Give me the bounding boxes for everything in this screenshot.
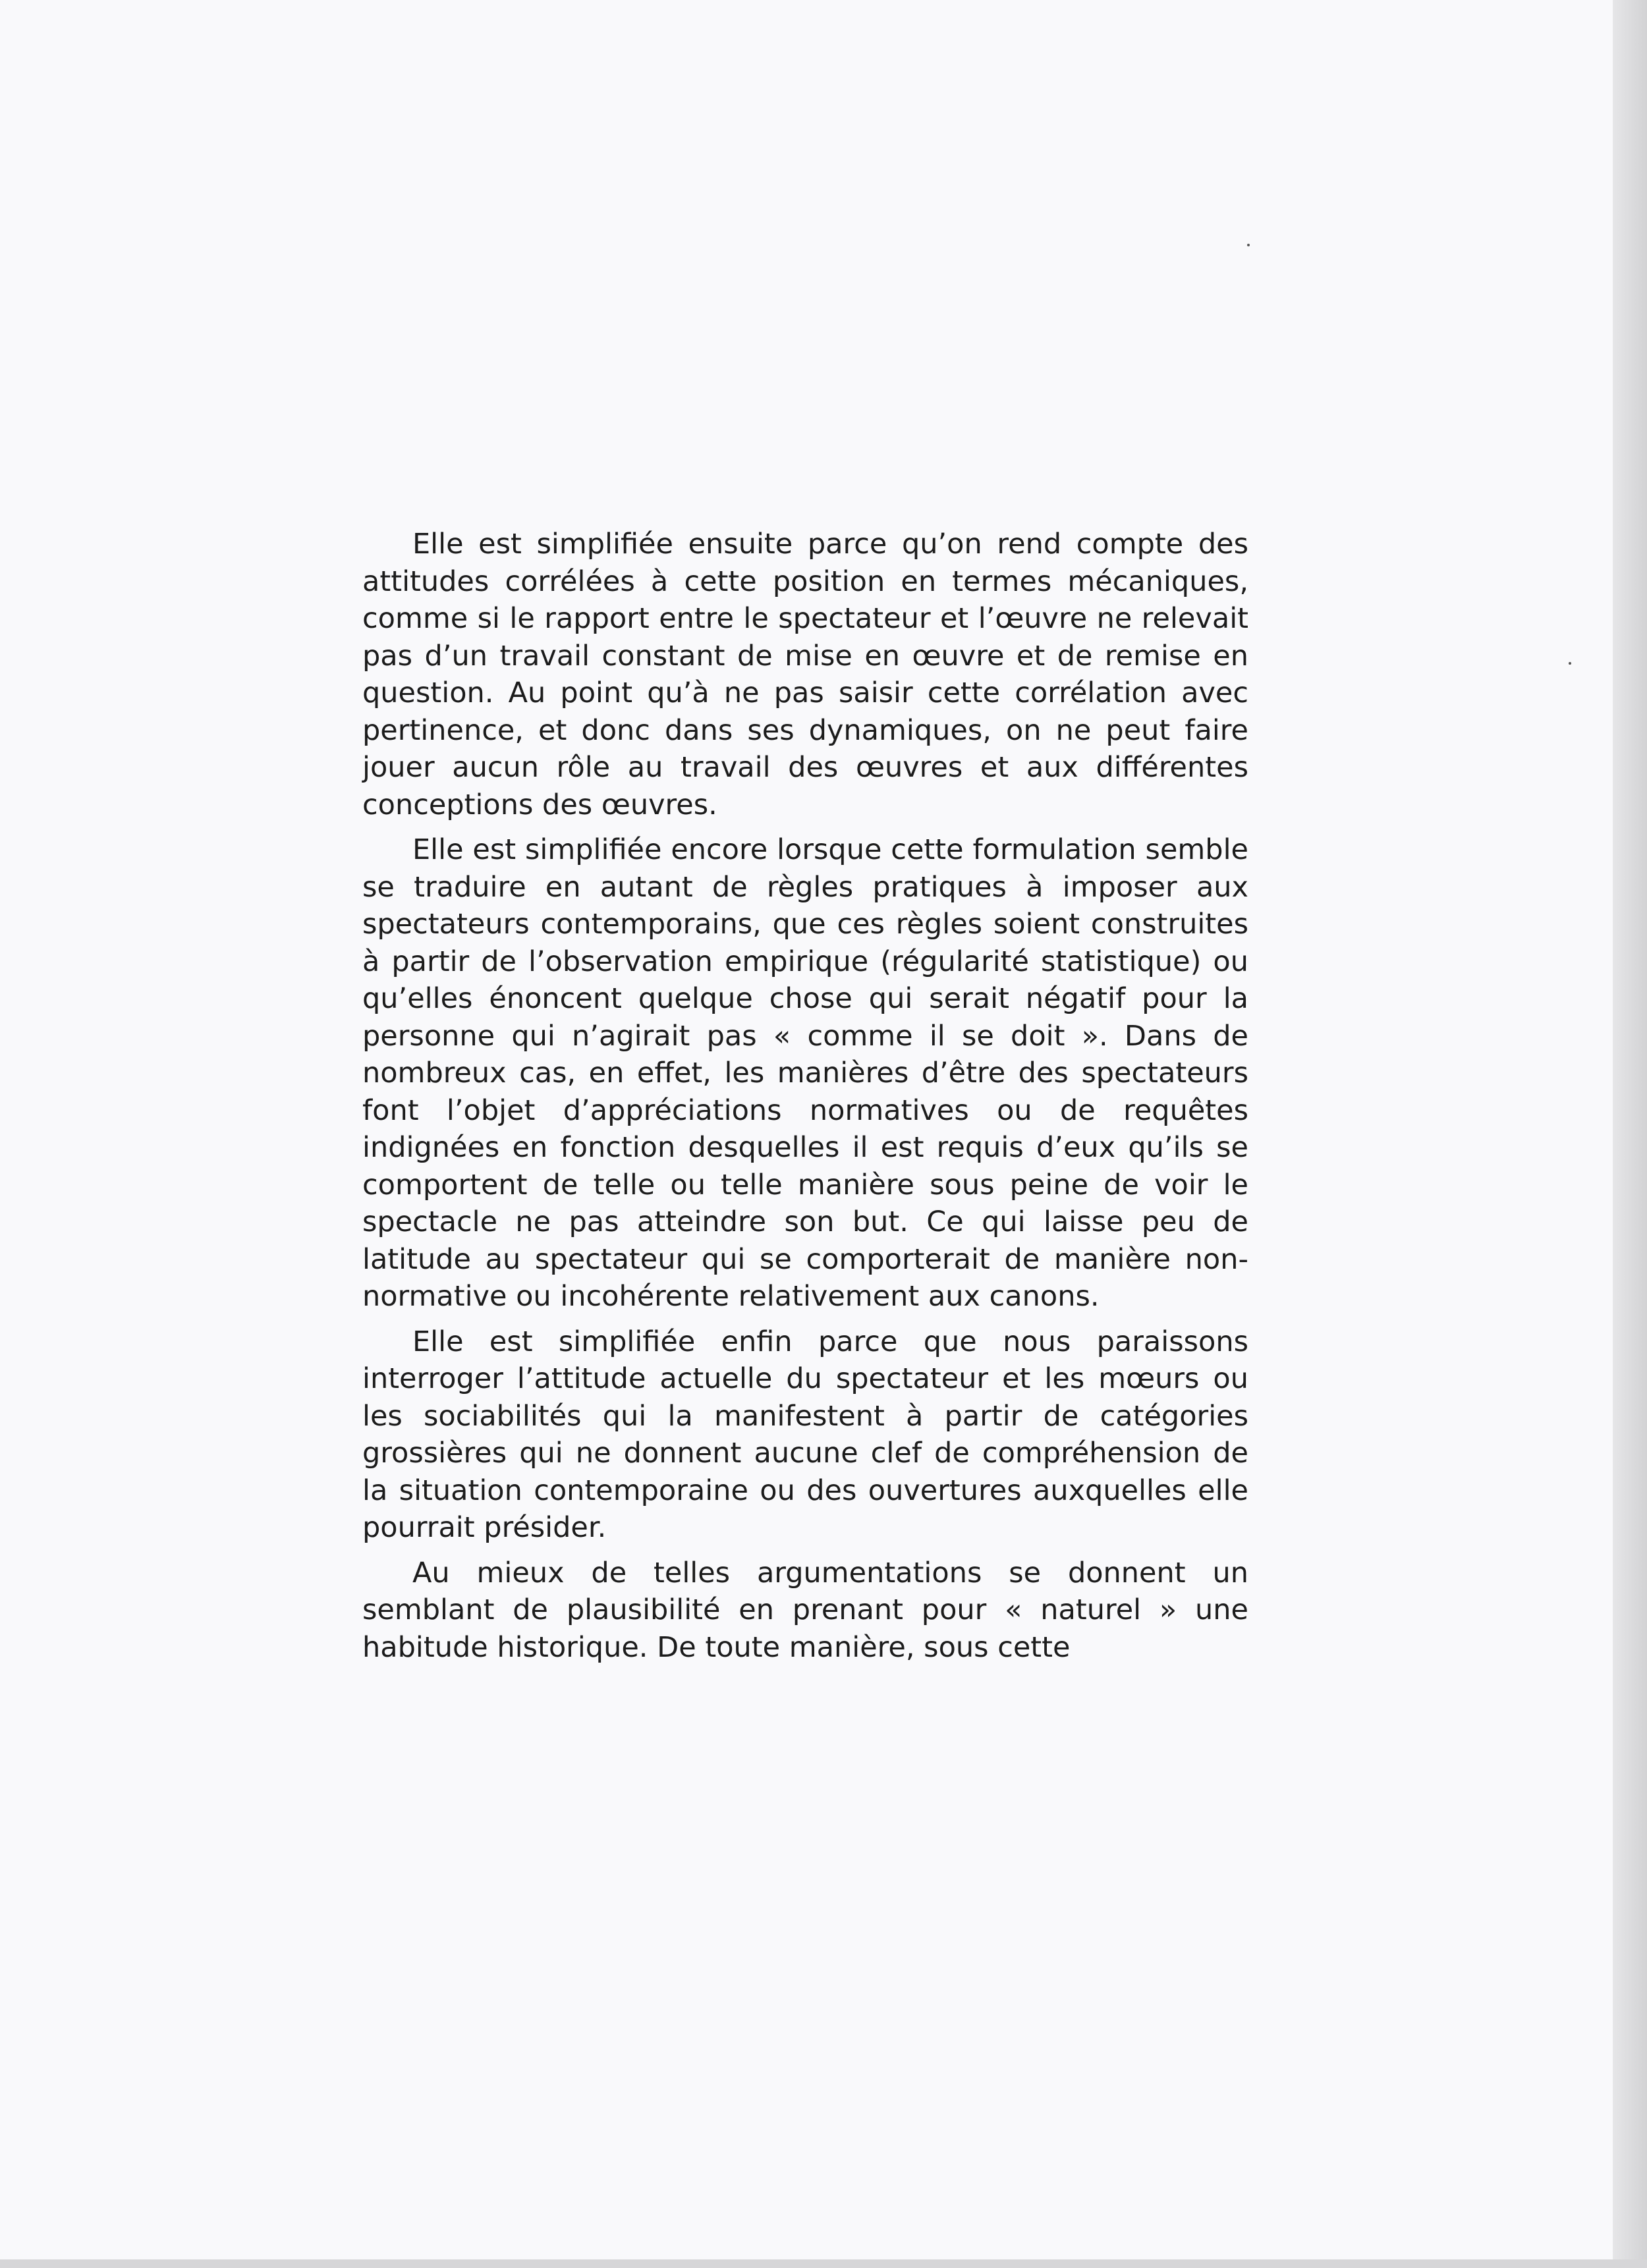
paragraph-2: Elle est simplifiée encore lorsque cette formulation semble se traduire en autant de règles pratiques à imposer aux spectateurs contemporains, que ces règles soient construites à partir de l’observation empirique (régularité statistique) ou qu’elles énoncent quelque chose qui serait négatif pour la personne qui n’agirait pas « comme il se doit ». Dans de nombreux cas, en effet, les manières d’être des spectateurs font l’objet d’appréciations normatives ou de requêtes indignées en fonction desquelles il est requis d’eux qu’ils se comportent de telle ou telle manière sous peine de voir le spectacle ne pas atteindre son but. Ce qui laisse peu de latitude au spectateur qui se comporterait de manière non-normative ou incohérente relativement aux canons.	[362, 833, 1248, 1313]
page-bottom-edge	[0, 2259, 1647, 2268]
paragraph-3: Elle est simplifiée enfin parce que nous paraissons interroger l’attitude actuelle du spectateur et les mœurs ou les sociabilités qui la manifestent à partir de catégories grossières qui ne donnent aucune clef de compréhension de la situation contemporaine ou des ouvertures auxquelles elle pourrait présider.	[362, 1325, 1248, 1544]
paragraph-4: Au mieux de telles argumentations se donnent un semblant de plausibilité en prenant pour « naturel » une habitude historique. De toute manière, sous cette	[362, 1556, 1248, 1664]
page-edge-shadow	[1613, 0, 1647, 2268]
paragraph-1: Elle est simplifiée ensuite parce qu’on rend compte des attitudes corrélées à cette position en termes mécaniques, comme si le rapport entre le spectateur et l’œuvre ne relevait pas d’un travail constant de mise en œuvre et de remise en question. Au point qu’à ne pas saisir cette corrélation avec pertinence, et donc dans ses dynamiques, on ne peut faire jouer aucun rôle au travail des œuvres et aux différentes conceptions des œuvres.	[362, 528, 1248, 821]
dust-speck	[1569, 662, 1571, 665]
body-text	[362, 526, 1248, 1674]
dust-speck	[1247, 244, 1250, 246]
